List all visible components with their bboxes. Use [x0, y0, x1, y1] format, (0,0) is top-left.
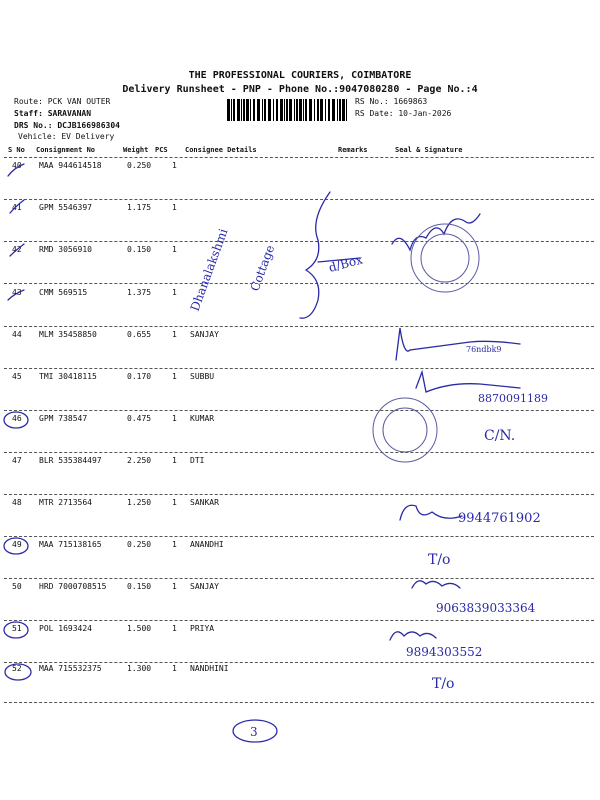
- pcs-cell: 1: [172, 288, 177, 297]
- sno-cell: 49: [12, 540, 22, 549]
- sno-cell: 44: [12, 330, 22, 339]
- weight-cell: 1.250: [127, 498, 152, 507]
- runsheet-subtitle: Delivery Runsheet - PNP - Phone No.:9047080280 - Page No.:4: [122, 84, 478, 95]
- pcs-cell: 1: [172, 203, 177, 212]
- weight-cell: 0.250: [127, 540, 152, 549]
- col-consignment: Consignment No: [36, 146, 96, 154]
- col-seal-signature: Seal & Signature: [395, 146, 463, 154]
- weight-cell: 1.300: [127, 664, 152, 673]
- consignment-cell: GPM 5546397: [39, 203, 92, 212]
- pcs-cell: 1: [172, 664, 177, 673]
- sno-cell: 45: [12, 372, 22, 381]
- col-remarks: Remarks: [338, 146, 368, 154]
- route-label: Route: PCK VAN OUTER: [14, 97, 111, 106]
- signature-row48: [400, 505, 462, 520]
- header-divider: [4, 157, 594, 158]
- consignee-cell: SUBBU: [190, 372, 215, 381]
- col-pcs: PCS: [155, 146, 168, 154]
- hand-cottage: Cottage: [247, 243, 278, 294]
- row-divider: [4, 241, 594, 242]
- brace-line: [318, 258, 360, 262]
- sno-cell: 48: [12, 498, 22, 507]
- hand-to-52: T/o: [432, 676, 455, 692]
- hand-phone-50: 9063839033364: [436, 601, 536, 615]
- hand-phone-51: 9894303552: [406, 645, 483, 659]
- pcs-cell: 1: [172, 582, 177, 591]
- hand-dhanalakshmi: Dhanalakshmi: [187, 226, 231, 314]
- consignment-cell: MTR 2713564: [39, 498, 92, 507]
- consignee-cell: PRIYA: [190, 624, 215, 633]
- row-divider: [4, 452, 594, 453]
- signature-row51: [390, 632, 436, 640]
- pcs-cell: 1: [172, 330, 177, 339]
- row-divider: [4, 368, 594, 369]
- consignment-cell: MAA 944614518: [39, 161, 102, 170]
- consignment-cell: POL 1693424: [39, 624, 92, 633]
- weight-cell: 0.250: [127, 161, 152, 170]
- consignee-cell: NANDHINI: [190, 664, 229, 673]
- consignee-cell: KUMAR: [190, 414, 215, 423]
- pcs-cell: 1: [172, 372, 177, 381]
- sno-cell: 46: [12, 414, 22, 423]
- consignment-cell: TMI 30418115: [39, 372, 97, 381]
- sno-cell: 52: [12, 664, 22, 673]
- hand-page-number: 3: [250, 725, 258, 739]
- signature-row50: [412, 581, 460, 588]
- col-consignee: Consignee Details: [185, 146, 257, 154]
- pcs-cell: 1: [172, 456, 177, 465]
- rs-number: RS No.: 1669863: [355, 97, 428, 106]
- sno-cell: 47: [12, 456, 22, 465]
- consignee-cell: SANKAR: [190, 498, 219, 507]
- vehicle-label: Vehicle: EV Delivery: [18, 132, 115, 141]
- staff-label: Staff: SARAVANAN: [14, 109, 92, 118]
- consignment-cell: BLR 535384497: [39, 456, 102, 465]
- row-divider: [4, 199, 594, 200]
- seal-stamp-row42: [411, 224, 479, 292]
- sno-cell: 42: [12, 245, 22, 254]
- hand-dbox: d/Box: [327, 252, 365, 275]
- hand-small-44: 76ndbk9: [466, 345, 502, 354]
- sno-cell: 40: [12, 161, 22, 170]
- consignee-cell: ANANDHI: [190, 540, 224, 549]
- consignment-cell: MAA 715138165: [39, 540, 102, 549]
- signature-row44: [396, 328, 520, 360]
- row-divider: [4, 662, 594, 663]
- consignee-cell: SANJAY: [190, 330, 219, 339]
- pcs-cell: 1: [172, 624, 177, 633]
- rs-date: RS Date: 10-Jan-2026: [355, 109, 452, 118]
- row-divider: [4, 494, 594, 495]
- sno-cell: 50: [12, 582, 22, 591]
- consignee-cell: SANJAY: [190, 582, 219, 591]
- consignee-cell: DTI: [190, 456, 205, 465]
- row-divider: [4, 578, 594, 579]
- consignment-cell: HRD 7000708515: [39, 582, 107, 591]
- pcs-cell: 1: [172, 414, 177, 423]
- consignment-cell: RMD 3056910: [39, 245, 92, 254]
- consignment-cell: GPM 738547: [39, 414, 88, 423]
- hand-phone-48: 9944761902: [458, 511, 541, 526]
- sno-cell: 43: [12, 288, 22, 297]
- row-divider: [4, 702, 594, 703]
- weight-cell: 0.150: [127, 582, 152, 591]
- weight-cell: 0.655: [127, 330, 152, 339]
- row-divider: [4, 410, 594, 411]
- consignment-cell: MLM 35458850: [39, 330, 97, 339]
- sno-cell: 51: [12, 624, 22, 633]
- weight-cell: 0.475: [127, 414, 152, 423]
- weight-cell: 2.250: [127, 456, 152, 465]
- weight-cell: 1.175: [127, 203, 152, 212]
- row-divider: [4, 620, 594, 621]
- row-divider: [4, 326, 594, 327]
- drs-label: DRS No.: DCJB166986304: [14, 121, 120, 130]
- company-title: THE PROFESSIONAL COURIERS, COIMBATORE: [188, 70, 412, 81]
- brace-mark: [300, 192, 330, 318]
- consignment-cell: CMM 569515: [39, 288, 88, 297]
- hand-phone-45: 8870091189: [478, 392, 548, 405]
- row-divider: [4, 283, 594, 284]
- pcs-cell: 1: [172, 498, 177, 507]
- signature-row45: [416, 372, 520, 392]
- weight-cell: 0.170: [127, 372, 152, 381]
- weight-cell: 1.500: [127, 624, 152, 633]
- weight-cell: 0.150: [127, 245, 152, 254]
- signature-row42: [392, 214, 480, 250]
- barcode-image: [227, 99, 349, 121]
- pcs-cell: 1: [172, 245, 177, 254]
- col-sno: S No: [8, 146, 25, 154]
- hand-co: C/N.: [484, 428, 516, 444]
- sno-cell: 41: [12, 203, 22, 212]
- page-number-circle: [233, 720, 277, 742]
- col-weight: Weight: [123, 146, 149, 154]
- pcs-cell: 1: [172, 161, 177, 170]
- row-divider: [4, 536, 594, 537]
- consignment-cell: MAA 715532375: [39, 664, 102, 673]
- pcs-cell: 1: [172, 540, 177, 549]
- hand-to-49: T/o: [428, 552, 451, 568]
- weight-cell: 1.375: [127, 288, 152, 297]
